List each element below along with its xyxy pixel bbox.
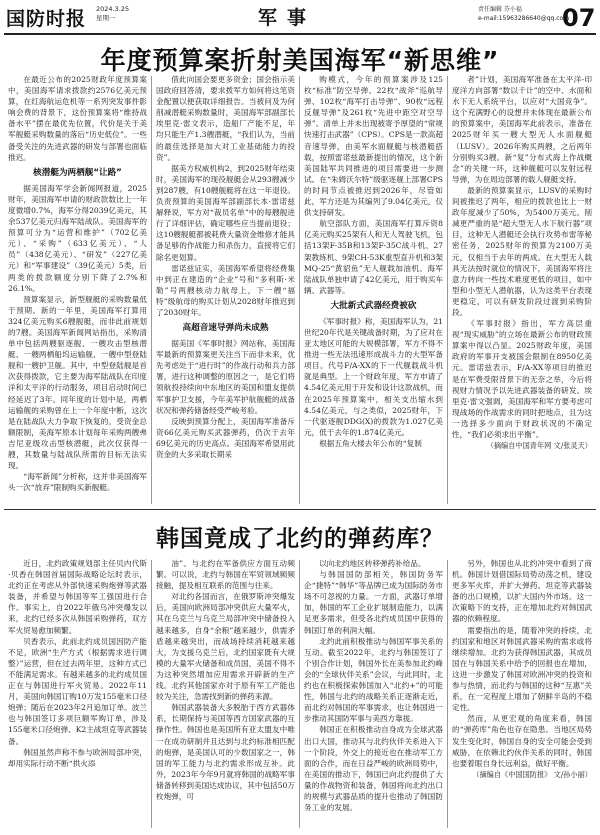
- column-divider: [299, 76, 300, 504]
- article2-column-3: [304, 558, 443, 830]
- paragraph: 最新的预算案显示，LUSV的采购时间被推迟了两年，相应的拨款也比上一财政年度减少了50%，为5400万美元。削减更严重的是“超大型无人水下航行器”项目，这种无人潜艇还会执行攻势布雷等秘密任务，2025财年的预算为2100万美元，仅相当于去年的两成。在大型无人载具无法按时就位的情况下，美国海军将注意力转向一些技术难度更低的项目，如中型和小型无人潜航器，认为这类平台表现更稳定，可以有研发阶段过渡到采购阶段。: [452, 185, 592, 317]
- paragraph: 近日，北约政策规划部主任贝内代斯·贝香在韩国首届国际战略论坛时表示，北约正在考虑从外部快速采购炮弹等武器装备，并希望与韩国等军工强国进行合作。事实上，自2022年俄乌冲突爆发以来，北约已经多次从韩国采购弹药，双方军火贸易愈加频繁。: [8, 559, 147, 635]
- article1-subhead-2: 高超音速导弹尚未成熟: [182, 323, 269, 334]
- article1-subhead-3: 大批新式武器经费被砍: [330, 300, 417, 311]
- paragraph: 贝香表示，此前北约成员国因防产能不足，欧洲“生产方式（根据需求进行调整）”运营，但在过去两年里，这种方式已不能满足需求。有越来越多的北约成员国正在与韩国进行军火贸易。2022年11月，美国向韩国订购10万发155毫米口径炮弹；随后在2023年2月追加订单。波兰也与韩国签订多项巨额军购订单，涉及155毫米口径炮弹、K2主战坦克等武器装备。: [8, 636, 147, 746]
- column-divider: [447, 76, 448, 504]
- article1-headline: 年度预算案折射美国海军“新思维”: [100, 46, 500, 75]
- paragraph: 《军事时报》称，美国海军认为，21世纪20年代是关键战备时期，为了应对在亚太地区可能的大规模部署，军方不得不推进一些无法迅速形成战斗力的大型军备项目。代号F/A-XX的下一代舰载战斗机就是典型。上一个财政年度，军方申请了4.54亿美元用于开发和设计这款战机，而在2025年预算案中，相关支出缩水到4.54亿美元，与之类似，2025财年，下一代驱逐舰DDG(X)的拨款为1.027亿美元，低于去年的1.874亿美元。: [304, 316, 443, 437]
- column-divider: [151, 560, 152, 828]
- issue-date: 2024.3.25: [96, 5, 130, 13]
- page-number: 07: [562, 4, 596, 32]
- paragraph: 油”。与北约在军备供应方面互动频繁。可以说，北约与韩国在军贸领域频频接触，提及相互联系的范围与往来。: [156, 559, 295, 591]
- paragraph: 购模式，今年的预算案涉及125枚“标准”防空导弹、22枚“战斧”巡航导弹、102枚“海军打击导弹”、90枚“远程反舰导弹”及261枚“先进中距空对空导弹”。清单上并未出现被寄予厚望的“常规快速打击武器”（CPS）。CPS是一款高超音速导弹，由美军水面舰艇与核潜艇搭载，按照雷诺兹最新提出的情况，这个新美国陆军共同推进的项目需要进一步测试。在“朱姆沃尔特”级驱逐舰上部署CPS的时间节点被推迟到2026年，尽管如此，军方还是为其编列了9.04亿美元，仅供支持研发。: [304, 75, 443, 218]
- paragraph: 北约此前积极推动与韩国军事关系的互动。截至2022年，北约与韩国签订了个别合作计划，韩国外长在美参加北约峰会的“全球伙伴关系”会议，与此同时，北约也在积极探索韩国加入“北约+”的可能性，韩国与北约的战略关系正逐渐走近，而北约对韩国的军事需求，也让韩国进一步推动其国防军事与美西方靠拢。: [304, 636, 443, 724]
- paragraph: 航空部队方面，美国海军打算斥资8亿美元购买25架有人和无人驾驶飞机，包括13架F-35B和13架F-35C战斗机、27架教练机、9架CH-53K重型直升机和3架MQ-25“黄貂鱼”无人舰载加油机。海军陆战队单独申请了42亿美元，用于购买车辆、武器等。: [304, 219, 443, 295]
- article1-column-2: [156, 74, 295, 506]
- article2-column-1: [8, 558, 147, 830]
- paragraph: 借此向国会要更多资金；国会指示美国政府回答清，要求拨军方如何将这笔资金配置以便获取详细报告。当被问及为何削减潜艇采购数量时，美国海军部副部长埃里克·雷文表示，造船厂产能不足，年均只能生产1.3艘潜艇，“我们认为，当前的最佳选择是加大对工业基础能力的投资”。: [156, 75, 295, 162]
- article2-column-2: [156, 558, 295, 830]
- header-divider: [4, 33, 596, 35]
- paragraph: 以向北约地区转移弹药补给品。: [319, 559, 426, 568]
- paragraph: 韩国虽然声称不参与欧洲局部冲突，却用实际行动不断“拱火添: [8, 747, 147, 768]
- paragraph: 者”计划，美国海军准备在太平洋-印度洋方向部署“数以千计”的空中、水面和水下无人系统平台，以应对“大国竞争”。这个充满野心的设想并未体现在最新公布的预算案中，美国海军此前表示，准备在2025财年买一艘大型无人水面舰艇（LUSV）。2026年购买两艘，之后两年分别购买3艘。新“复”分布式海上作战概念”的关键一环，这种舰艇可以发射远程导弹，为在周边部署的载人舰艇支持。: [452, 75, 592, 184]
- article1-column-3: [304, 74, 443, 506]
- paragraph: 反映到预算分配上，美国海军准备斥资66亿美元购买武器弹药，仍次于去年69亿美元的历史高点。美国海军希望用此资金的大多采取长期采: [156, 416, 295, 459]
- paragraph: 据美国《军事时报》网站称，美国海军最新的预算案更关注当下而非未来，优先考虑处于“进行时”的作战行动和兵力部署，进行这种调整的原因之一，是它们将领航投持续向中东地区的美国和盟友提供军事护卫支援，今年美军护航舰艇的战备状况和弹药储备经受严峻考验。: [156, 339, 295, 415]
- paragraph: 另外，韩国也从北约冲突中看到了商机。韩国计划借国际局势动荡之机，建设更多军火库，并扩大弹药、坦克等武器装备的出口规模，以扩大国内外市场。这一次策略下的支持，正在增加北约对韩国武器的依赖程度。: [452, 559, 592, 624]
- editor-email: e-mail:15963286640@qq.com: [478, 15, 570, 22]
- article1-column-1: [8, 74, 147, 506]
- paragraph: 需要指出的是，随着冲突的持续，北约国家和地区对韩国武器采购的需求或将继续增加。北约为获得韩国武器，其成员国在与韩国关系中给予的回报也在增加，这进一步激发了韩国对欧洲冲突的投资和参与热情，而北约与韩国的这种“互惠”关系，在一定程度上增加了朝鲜半岛的不稳定性。: [452, 625, 592, 713]
- newspaper-logo: 国防时报: [6, 8, 87, 30]
- issue-info: [96, 5, 129, 23]
- paragraph: 然而，从更宏观的角度来看，韩国的“弹药库”角色也存在隐患。当地区局势发生变化时，韩国自身的安全可能会受到威胁，在依赖北约伙伴关系的同时，韩国也要着眼自身长远利益，做好平衡。: [452, 714, 592, 768]
- paragraph: “海军新闻”分析称，这并非美国海军头一次“放弃”限制购买新舰艇。: [8, 472, 147, 493]
- column-divider: [151, 76, 152, 504]
- editor-label: 责任编辑 芬小福: [478, 6, 522, 13]
- article2-column-4: [452, 558, 592, 830]
- paragraph: 雷诺兹证实，美国海军希望将经费集中到正在建造的“企业”号和“多利斯·米勒”号两艘核动力航母上，下一艘“福特”级航母的购买计划从2028财年推迟到了2030财年。: [156, 263, 295, 317]
- paragraph: 韩国正在积极推动自身成为全球武器出口大国，推动其与北约伙伴关系进入下一个阶段，外交上的接近也在推动军工方面的合作，而在日益严峻的欧洲局势中，在美国的推动下，韩国已向北约提供了大量的作战物资和装备，韩国将向北约出口的规模与武器品质的提升也推动了韩国防务工业的发展。: [304, 725, 443, 813]
- column-divider: [447, 560, 448, 828]
- issue-weekday: 星期一: [96, 14, 116, 22]
- paragraph: 据美国海军学会新闻网报道，2025财年，美国海军申请的财政款数比上一年度微增0.7%，海军分得2039亿美元，其余537亿美元归海军陆战队。美国海军的预算可分为“运营和维护”（702亿美元）、“采购”（633亿美元）、“人员”（438亿美元）、“研发”（227亿美元）和“军事建设”（39亿美元）5类，后两类的拨款额度分别下降了2.7%和26.1%。: [8, 183, 147, 293]
- paragraph: 根据五角大楼去年公布的“复制: [319, 438, 422, 448]
- paragraph: 据美方权威机构2，到2025财年结束时，美国海军的现役舰艇会从293艘减少到287艘，有10艘舰艇将在这一年退役。负责预算的美国海军部副部长本·雷诺兹解释说，军方对“裁员名单”中的每艘舰进行了详细评估，确定哪些应当提前退役；这10艘舰艇都被耗费大量资金维修才能具备足够的作战能力和杀伤力，直接将它们除名更划算。: [156, 163, 295, 262]
- paragraph: 与韩国国防部相关，韩国防务军企“捷特”“韩华”等品牌已成为国际防务市场不可忽视的力量。一方面，武器订单增加，韩国的军工企业扩展制造能力，以满足更多需求，但受各北约成员国中获得的韩国订单的利润大幅。: [304, 570, 443, 635]
- section-title: 军事: [258, 7, 317, 29]
- article2-byline: （摘编自《中国国防报》 文/孙小丽）: [472, 769, 592, 779]
- article1-column-4: [452, 74, 592, 506]
- article-divider: [4, 509, 596, 510]
- masthead: [0, 0, 600, 34]
- paragraph: 预算案显示，新型舰艇的采购数量低于预期。新的一年里，美国海军打算用324亿美元购买6艘舰艇，而非此前规划的7艘。美国海军新闻网站指出，采购清单中包括两艘驱逐舰、一艘攻击型核潜艇、一艘两栖船坞运输舰、一艘中型登陆舰和一艘护卫舰。其中，中型登陆舰是首次获得拨款，它主要为海军陆战队在印度洋和太平洋的行动服务，项目启动时间已经延迟了3年。同年度的计划中是，两栖运输舰的采购曾在上一个年度中断，这次是在陆战队大力争取下恢复的。受资金总额限制，美海军原本计划每年采购两艘弗吉尼亚级攻击型核潜艇，此次仅获得一艘，其数量与陆战队所需的目标无法实现。: [8, 294, 147, 471]
- column-divider: [299, 560, 300, 828]
- paragraph: 韩国武器装备大多脱胎于西方武器体系，长期保持与美国等西方国家武器的互操作性。韩国也是美国所有亚太盟友中唯一在成功研制并且达到与北约标准相匹配的炮弹，是美国认可的少数国家之一，韩国的军工能力与北约需求形成互补。此外，2023年今年9月就将韩国的战略军事储备转移到美国达成协议，其中包括50万枚炮弹，可: [156, 703, 295, 801]
- article1-byline: （摘编自中国青年网 文/张灵天）: [486, 441, 592, 451]
- paragraph: 对北约各国而言，在俄罗斯冲突爆发后，美国向欧洲局部冲突供应大量军火，其在乌克兰与乌克兰局部冲突中储备投入越来越多，自身“余粮”越来越少，供需矛盾越来越突出，而战场持续消耗越来越大，为支援乌克兰后，北约国家既有大规模的大量军火储备和成员国，美国不得不为这种突然增加应用需求开辟新的生产线。北约其他国家亦对于原有军工产能也较为关注，急需找到新的弹药来源。: [156, 592, 295, 702]
- paragraph: 在最近公布的2025财政年度预算案中，美国海军请求拨款约2576亿美元预算，在红海航运危机等一系列突发事件影响会费的背景下，这份预算案将“维持战备水平”摆在最优先位置，代价是关于美军舰艇采购数量的落后“历史低位”。一些备受关注的先进武器的研发与部署也面临推迟。: [8, 75, 147, 162]
- article1-subhead-1: 核潜艇为两栖舰“让路”: [33, 167, 122, 178]
- article2-headline: 韩国竟成了北约的弹药库？: [156, 526, 444, 552]
- paragraph: 《军事时报》指出，军方高层重视“现实威胁”的立场在最新公布的财政预算案中得以凸显。2025财政年度，美国政府的军事开支被国会限制在8950亿美元。雷诺兹表示，F/A-XX等项目的推迟是在军费受限背景下的无奈之举，今后将视财力情况予以先进武器装备的研发。埃里克·雷文强调，美国海军和军方要考虑可现战场的作战需求的同时把地点，且为这一选择多少面向于财政状况的不确定性，“我们必须求出平衡”。: [452, 319, 592, 439]
